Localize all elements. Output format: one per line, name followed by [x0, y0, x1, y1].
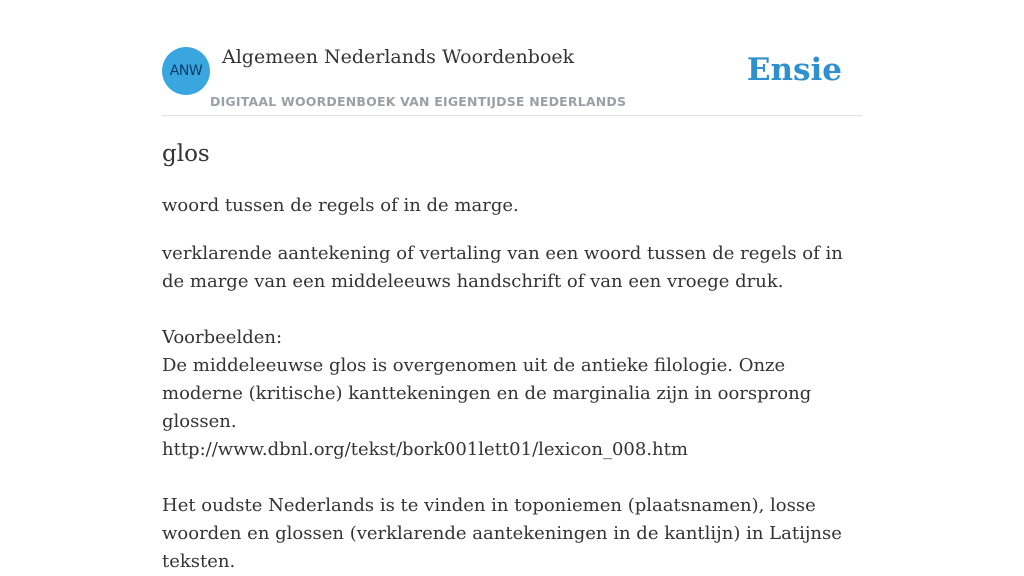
example-source: http://www.dbnl.org/tekst/bork001lett01/lexicon_008.htm [162, 439, 688, 460]
anw-logo[interactable] [162, 47, 210, 95]
site-subtitle: DIGITAAL WOORDENBOEK VAN EIGENTIJDSE NEDERLANDS [210, 94, 627, 109]
spacer [162, 464, 862, 492]
headword: glos [162, 141, 210, 167]
example-text: Het oudste Nederlands is te vinden in toponiemen (plaatsnamen), losse woorden en glossen (verklarende aantekeningen in de kantlijn) in Latijnse teksten. [162, 495, 842, 572]
ensie-brand-link[interactable]: Ensie [746, 52, 842, 88]
long-definition: verklarende aantekening of vertaling van een woord tussen de regels of in de marge van een middeleeuws handschrift of van een vroege druk. [162, 243, 843, 292]
page [162, 0, 862, 572]
logo-text: ANW [169, 63, 203, 79]
short-definition: woord tussen de regels of in de marge. [162, 195, 519, 216]
long-definition-block [162, 240, 862, 576]
examples-label: Voorbeelden: [162, 327, 283, 348]
example-text: De middeleeuwse glos is overgenomen uit de antieke filologie. Onze moderne (kritische) kanttekeningen en de marginalia zijn in oorsprong glossen. [162, 355, 812, 432]
spacer [162, 296, 862, 324]
site-title[interactable]: Algemeen Nederlands Woordenboek [222, 46, 575, 68]
site-header [162, 0, 862, 116]
